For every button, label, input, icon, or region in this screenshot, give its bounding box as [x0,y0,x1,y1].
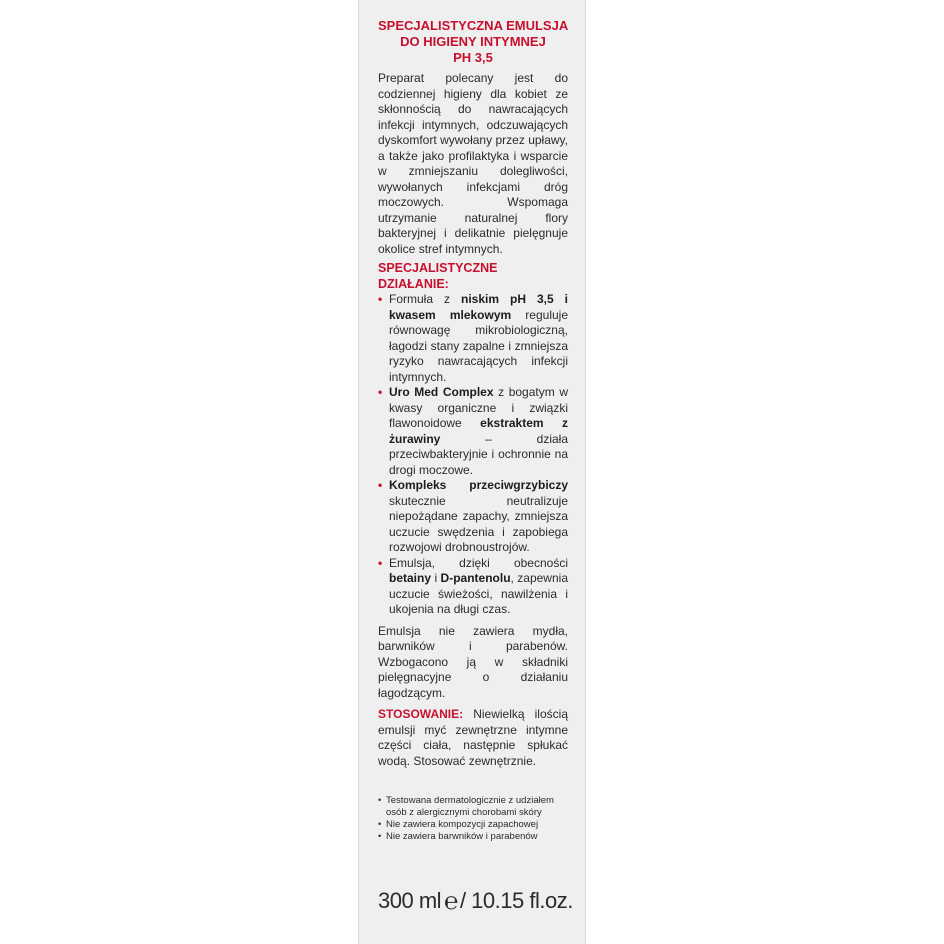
usage-label: STOSOWANIE: [378,707,464,721]
title-line-2: DO HIGIENY INTYMNEJ [400,34,546,49]
no-soap-paragraph: Emulsja nie zawiera mydła, barwników i parabenów. Wzbogacono ją w składniki pielęgnacyjne o działaniu łagodzącym. [378,623,568,700]
feature-text: i [431,571,441,585]
bullet-icon: • [378,292,383,306]
feature-item [378,292,568,385]
feature-highlight: Kompleks przeciwgrzybiczy [389,478,568,492]
feature-highlight: Uro Med Complex [389,385,494,399]
feature-text: z bogatym w kwasy organiczne i związki flawonoidowe [389,385,568,430]
bullet-icon: • [378,795,382,806]
intro-paragraph: Preparat polecany jest do codziennej higieny dla kobiet ze skłonnością do nawracających infekcji intymnych, odczuwających dyskomfort wywołany przez upławy, a także jako profilaktyka i wsparcie w zmniejszaniu dolegliwości, wywołanych infekcjami dróg moczowych. Wspomaga utrzymanie naturalnej flory bakteryjnej i delikatnie pielęgnuje okolice stref intymnych. [378,71,568,256]
usage-text: Niewielką ilością emulsji myć zewnętrzne intymne części ciała, następnie spłukać wodą. Stosować zewnętrznie. [378,707,568,768]
claim-text: Nie zawiera kompozycji zapachowej [386,819,539,830]
label-content [378,18,568,843]
feature-text: – działa przeciwbakteryjnie i ochronnie na drogi moczowe. [389,431,568,477]
product-title [378,18,568,66]
claims-list [378,795,568,843]
feature-list [378,292,568,618]
usage-paragraph [378,707,568,769]
feature-highlight: niskim pH 3,5 i kwasem mlekowym [389,292,568,322]
feature-text: skutecznie neutralizuje niepożądane zapachy, zmniejsza uczucie swędzenia i zapobiega rozwojowi drobnoustrojów. [389,493,568,554]
bullet-icon: • [378,385,383,399]
bullet-icon: • [378,555,383,570]
claim-item [378,795,568,819]
claim-text: Nie zawiera barwników i parabenów [386,831,538,842]
claim-item [378,831,568,843]
volume-label [378,888,573,915]
feature-highlight: ekstraktem z żurawiny [389,416,568,446]
bullet-icon: • [378,819,382,830]
action-heading [378,261,568,292]
claim-text: Testowana dermatologicznie z udziałem osób z alergicznymi chorobami skóry [386,795,554,818]
action-heading-line-1: SPECJALISTYCZNE [378,261,498,275]
volume-imperial: / 10.15 fl.oz. [459,888,573,913]
feature-item [378,556,568,618]
bullet-icon: • [378,478,383,492]
title-line-3: PH 3,5 [453,50,493,65]
action-heading-line-2: DZIAŁANIE: [378,276,449,291]
feature-text: Formuła z [389,292,461,306]
volume-metric: 300 ml [378,888,442,913]
feature-highlight: betainy [389,571,432,585]
estimated-sign-icon: ℮ [444,888,458,915]
claim-item [378,819,568,831]
feature-text: Emulsja, dzięki obecności [389,555,568,570]
title-line-1: SPECJALISTYCZNA EMULSJA [378,18,569,33]
feature-text: , zapewnia uczucie świeżości, nawilżenia i ukojenia na długi czas. [389,571,568,616]
bullet-icon: • [378,831,382,842]
feature-item [378,478,568,556]
feature-highlight: D-pantenolu [440,571,511,585]
feature-text: reguluje równowagę mikrobiologiczną, łagodzi stany zapalne i zmniejsza ryzyko nawracających infekcji intymnych. [389,307,568,384]
feature-item [378,385,568,478]
